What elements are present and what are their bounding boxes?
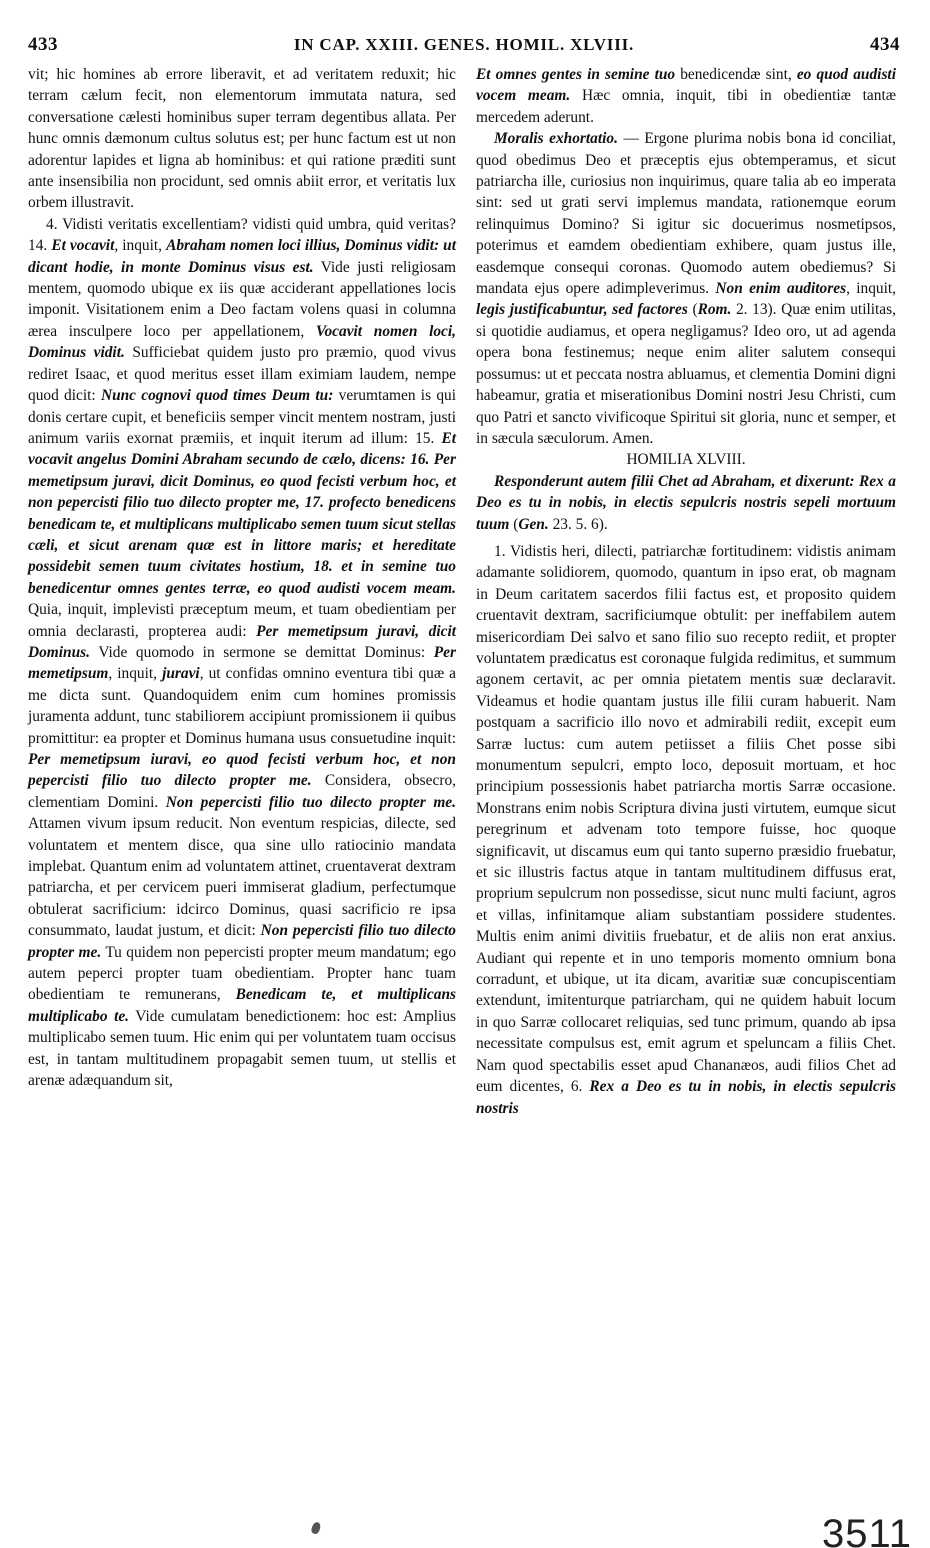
text-run: Considera, obsecro, clementiam Domini.: [28, 772, 456, 811]
text-run: Attamen vivum ipsum reducit. Non eventum respicias, dilecte, sed voluntatem et mentem disce, qua sine ullo ratiocinio mandata implebat. Quantum enim ad voluntatem attinet, cruentaverat dextram patriarcha, et per cervicem pueri immiserat gladium, perfectumque obtulerat sacrificium: idcirco Dominus, quasi sacrificio re ipsa consummato, laudat justum, et dicit:: [28, 815, 456, 940]
paragraph: [476, 64, 896, 128]
paragraph: [476, 541, 896, 1119]
text-run: (: [509, 515, 519, 533]
text-run: , inquit,: [108, 665, 163, 683]
quote-run: Benedicam te, et multiplicans multiplicabo te.: [28, 986, 456, 1025]
text-run: 23. 5. 6).: [548, 515, 608, 533]
text-run: Tu quidem non pepercisti propter meum mandatum; ego autem peperci propter tuam obedientiam. Propter hanc tuam obedientiam te remunerans,: [28, 943, 457, 1004]
left-column: [28, 64, 456, 1092]
quote-run: Non enim auditores: [715, 280, 847, 298]
text-run: , inquit,: [114, 237, 167, 255]
text-run: Quia, inquit, implevisti præceptum meum, et tuam obedientiam per omnia declarasti, propterea audi:: [28, 601, 456, 640]
homily-title: HOMILIA XLVIII.: [626, 451, 746, 469]
quote-run: Gen.: [518, 515, 549, 533]
text-run: Vide quomodo in sermone se demittat Dominus:: [90, 643, 434, 661]
text-run: 1. Vidistis heri, dilecti, patriarchæ fortitudinem: vidistis animam adamante solidiorem, quomodo, quantum in ipso erat, ob magnam in Deum caritatem sacerdos filii factus est, et proposito quidem cruentavit dextram, sacrificiumque obtulit: per ineffabilem autem misericordiam Dei salvo et sano filio suo recepto rediit, et propter voluntatem prædicatus est coronaque fulgida redimitus, et summum agonem certavit, ac per omnia pietatem mentis suæ declaravit. Videamus et hodie quantam justus ille filii curam habuerit. Nam postquam a sacrificio illo novo et admirabili rediit, excepit eum Sarræ luctus: cum autem petiisset a filiis Chet posse sibi monumentum sepulcri, empto loco, deposuit mortuam, et hoc principium possessionis habet patriarcha mortis Sarræ occasione. Monstrans enim nobis Scriptura divina justi virtutem, eumque sicut peregrinum et advenam toto tempore fuisse, hoc quoque significavit, ut discamus eum qui tanto superno præsidio fruebatur, et sic illustris factus atque in tantam multitudinem diffusus erat, proprium sepulcrum non possedisse, sicut nunc multi faciunt, agros et villas, infinitamque aliam substantiam possidere studentes. Multis enim animi divitiis fruebatur, et de aliis non erat anxius. Audiant qui repente et in uno temporis momento omnium bona corradunt, et ubique, ut ita dicam, avaritiæ suæ concupiscentiam extendunt, imitenturque patriarcham, qui ne quidem habuit locum in quo Sarræ collocaret reliquias, sed tunc primum, quando ab ipsa necessitate compulsus est, emit agrum et speluncam a filiis Chet. Nam quod spectabilis esset apud Chananæos, audi filios Chet ad eum dicentes, 6.: [476, 542, 896, 1096]
text-run: , inquit,: [846, 280, 897, 298]
quote-run: Rom.: [697, 301, 732, 319]
text-run: Vide cumulatam benedictionem: hoc est: Amplius multiplicabo semen tuum. Hic enim qui per voluntatem tuam occisus est, in tantam multitudinem propagabit semen tuum, ut stellis et arenæ adæquandum sit,: [28, 1007, 457, 1090]
quote-run: Per memetipsum: [28, 643, 456, 683]
quote-run: legis justificabuntur, sed factores: [476, 301, 688, 319]
text-run: — Ergone plurima nobis bona id conciliat, quod obedimus Deo et præceptis ejus obtemperamus, et sicut patriarcha ille, curiosius non inquirimus, quare talia ab eo imperata sint: sed ut grati servi implemus mandata, rationemque eorum relinquimus Domino? Si igitur sic docuerimus nosmetipsos, poterimus et eamdem obedientiam exhibere, quam justus ille, easdemque consequi coronas. Quomodo autem obediemus? Si mandata ejus opere adimpleverimus.: [476, 130, 896, 298]
quote-run: Responderunt autem filii Chet ad Abraham, et dixerunt: Rex a Deo es tu in nobis, in electis sepulcris nostris sepeli mortuum tuum: [476, 472, 896, 533]
paragraph: [28, 64, 456, 214]
quote-run: Abraham nomen loci illius, Dominus vidit: ut dicant hodie, in monte Dominus visus est.: [28, 237, 457, 276]
text-run: , ut confidas omnino eventura tibi quæ a me dicta sunt. Quandoquidem enim cum homines promissis juramenta addunt, tunc stabiliorem accipiunt promissionem ii quibus promittitur: ea propter et Dominus humana usus consuetudine inquit:: [28, 665, 456, 747]
quote-run: Vocavit nomen loci, Dominus vidit.: [28, 322, 457, 362]
quote-run: Et vocavit: [51, 237, 115, 255]
text-run: Sufficiebat quidem justo pro præmio, quod vivus rediret Isaac, et quod meritus esset illam eximiam laudem, nempe quod dicit:: [28, 344, 456, 405]
running-title: IN CAP. XXIII. GENES. HOMIL. XLVIII.: [293, 35, 635, 54]
quote-run: eo quod audisti vocem meam.: [476, 66, 896, 105]
section-heading: Moralis exhortatio.: [494, 130, 618, 148]
right-column: [476, 64, 896, 1119]
text-run: (: [687, 301, 698, 319]
right-page-number: 434: [869, 34, 900, 55]
quote-run: Non pepercisti filio tuo dilecto propter me.: [165, 793, 456, 811]
page-stamp: 3511: [821, 1512, 912, 1548]
quote-run: juravi: [162, 665, 200, 683]
quote-run: Per memetipsum juravi, dicit Dominus.: [28, 622, 456, 661]
quote-run: Et omnes gentes in semine tuo: [476, 66, 676, 83]
text-run: 2. 13). Quæ enim utilitas, si quotidie audiamus, et opera negligamus? Ideo oro, ut ad agenda opera bona festinemus; neque enim aliter salutem consequi possumus: ut et peccata nostra abluamus, et clementia Domini digni habeamur, gratia et miserationibus Domini nostri Jesu Christi, cum quo Patri et sancto vivificoque Spiritui sit gloria, nunc et semper, et in sæcula sæculorum. Amen.: [476, 301, 896, 447]
text-run: vit; hic homines ab errore liberavit, et ad veritatem reduxit; hic terram cælum fecit, non elementorum immutata natura, sed conversatione cælesti hominibus super terram degentibus allata. Per hunc omnis dæmonum cultus solutus est; per hunc factum est ut non adorentur lapides et ligna ab hominibus: et qui ratione præditi sunt ante insensibilia non procidunt, sed omnis abiit error, et veritatis lux orbem illustravit.: [28, 66, 456, 212]
quote-run: Per memetipsum iuravi, eo quod fecisti verbum hoc, et non pepercisti filio tuo dilecto propter me.: [28, 751, 456, 790]
quote-run: Nunc cognovi quod times Deum tu:: [100, 387, 334, 405]
paragraph: [28, 214, 456, 1092]
left-page-number: 433: [28, 34, 58, 55]
ink-smudge: [310, 1521, 322, 1535]
quote-run: Et vocavit angelus Domini Abraham secundo de cælo, dicens: 16. Per memetipsum juravi, dicit Dominus, eo quod fecisti verbum hoc, et non pepercisti filio tuo dilecto propter me, 17. profecto benedicens benedicam te, et multiplicans multiplicabo semen tuum sicut stellas cæli, et sicut arenam quæ est in littore maris; et hereditate possidebit semen tuum civitates hostium, 18. et in semine tuo benedicentur omnes gentes terræ, eo quod audisti vocem meam.: [28, 429, 456, 597]
paragraph: [476, 471, 896, 535]
page-header: [28, 34, 900, 60]
text-run: verumtamen is qui donis certare cupit, et beneficiis semper vincit mentem nostram, justi animum variis exornat præmiis, et inquit iterum ad illum: 15.: [28, 387, 457, 447]
quote-run: Non pepercisti filio tuo dilecto propter me.: [28, 922, 456, 961]
text-run: 4. Vidisti veritatis excellentiam? vidisti quid umbra, quid veritas? 14.: [28, 215, 456, 255]
text-run: Vide justi religiosam mentem, quomodo ubique ex iis quæ acciderant appellationes locis imponit. Visitationem enim a Deo factam volens quasi in columna ærea insculpere loco per appellationem,: [28, 258, 456, 340]
quote-run: Rex a Deo es tu in nobis, in electis sepulcris nostris: [476, 1078, 896, 1117]
paragraph: [476, 128, 896, 449]
text-run: benedicendæ sint,: [675, 66, 797, 83]
text-run: Hæc omnia, inquit, tibi in obedientiæ tantæ mercedem aderunt.: [476, 87, 896, 126]
